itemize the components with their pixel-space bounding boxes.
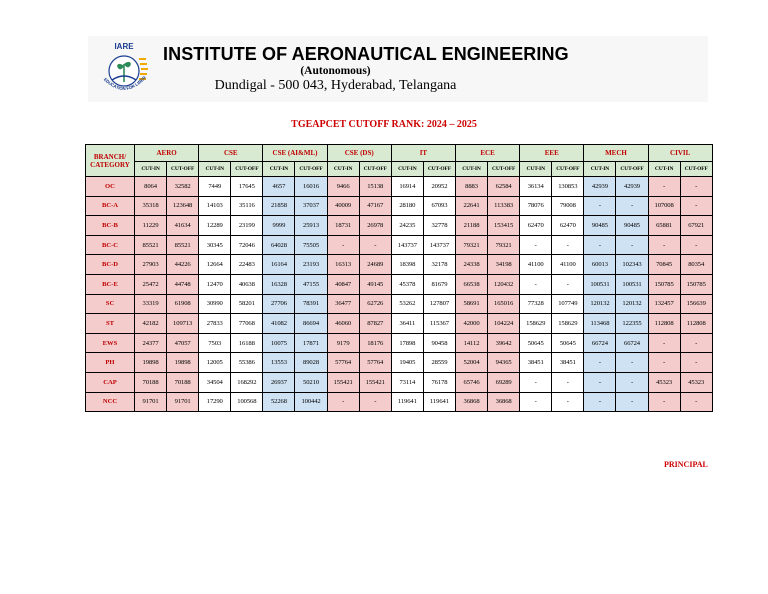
cut-in-cell: 16914 — [391, 177, 423, 197]
cut-in-cell: - — [584, 392, 616, 412]
cut-in-cell: 132457 — [648, 294, 680, 314]
cut-in-cell: 17898 — [391, 333, 423, 353]
cut-in-header: CUT-IN — [455, 162, 487, 177]
cut-in-cell: 7503 — [199, 333, 231, 353]
cut-in-cell: 52004 — [455, 353, 487, 373]
cut-off-cell: 123648 — [167, 196, 199, 216]
cut-in-cell: 12289 — [199, 216, 231, 236]
category-label: NCC — [86, 392, 135, 412]
cut-off-header: CUT-OFF — [488, 162, 520, 177]
cut-off-cell: - — [552, 372, 584, 392]
cut-in-cell: 41082 — [263, 314, 295, 334]
cut-off-cell: 37037 — [295, 196, 327, 216]
cut-off-cell: 122355 — [616, 314, 648, 334]
cut-in-cell: 50645 — [520, 333, 552, 353]
cut-in-cell: 16328 — [263, 274, 295, 294]
cut-in-cell: 155421 — [327, 372, 359, 392]
table-body — [86, 177, 713, 412]
cut-off-cell: 119641 — [423, 392, 455, 412]
cut-off-cell: 102343 — [616, 255, 648, 275]
cut-in-cell: 77328 — [520, 294, 552, 314]
cut-in-cell: 25472 — [135, 274, 167, 294]
branch-header: AERO — [135, 145, 199, 162]
cut-off-cell: 100442 — [295, 392, 327, 412]
cut-off-cell: 25913 — [295, 216, 327, 236]
cut-off-cell: 120132 — [616, 294, 648, 314]
cut-off-cell: 17871 — [295, 333, 327, 353]
cut-in-cell: 150785 — [648, 274, 680, 294]
cut-in-cell: - — [648, 235, 680, 255]
cut-in-cell: 57764 — [327, 353, 359, 373]
cut-in-cell: 38451 — [520, 353, 552, 373]
cut-off-cell: - — [680, 196, 712, 216]
cut-off-cell: - — [680, 235, 712, 255]
cut-in-cell: 13553 — [263, 353, 295, 373]
cut-in-cell: - — [584, 235, 616, 255]
cut-off-cell: - — [616, 392, 648, 412]
cut-off-cell: - — [616, 353, 648, 373]
cut-off-cell: 67921 — [680, 216, 712, 236]
cut-in-cell: 33319 — [135, 294, 167, 314]
cut-in-cell: 40847 — [327, 274, 359, 294]
cut-off-header: CUT-OFF — [167, 162, 199, 177]
cut-in-cell: 66538 — [455, 274, 487, 294]
cut-in-cell: 119641 — [391, 392, 423, 412]
cut-off-cell: 127807 — [423, 294, 455, 314]
cut-off-cell: 57764 — [359, 353, 391, 373]
cut-off-cell: 39642 — [488, 333, 520, 353]
cut-in-cell: 85521 — [135, 235, 167, 255]
cut-off-cell: 32582 — [167, 177, 199, 197]
document-title: TGEAPCET CUTOFF RANK: 2024 – 2025 — [291, 119, 477, 130]
branch-header: CSE — [199, 145, 263, 162]
cut-off-cell: 24689 — [359, 255, 391, 275]
cut-off-cell: 155421 — [359, 372, 391, 392]
cut-in-cell: 36477 — [327, 294, 359, 314]
cut-in-cell: 66724 — [584, 333, 616, 353]
cut-in-cell: 158629 — [520, 314, 552, 334]
table-row — [86, 353, 713, 373]
cut-off-cell: 42939 — [616, 177, 648, 197]
cut-in-cell: 73114 — [391, 372, 423, 392]
cut-in-cell: 52268 — [263, 392, 295, 412]
cut-in-cell: - — [520, 235, 552, 255]
cut-off-cell: - — [359, 392, 391, 412]
subheader-row — [86, 162, 713, 177]
cut-off-cell: 115367 — [423, 314, 455, 334]
cut-in-header: CUT-IN — [391, 162, 423, 177]
cut-in-cell: 30990 — [199, 294, 231, 314]
cut-in-cell: 45323 — [648, 372, 680, 392]
table-row — [86, 196, 713, 216]
cut-in-cell: - — [648, 177, 680, 197]
cut-off-cell: 34198 — [488, 255, 520, 275]
cut-off-cell: 45323 — [680, 372, 712, 392]
cut-off-cell: 61908 — [167, 294, 199, 314]
cut-in-cell: - — [520, 274, 552, 294]
cut-off-cell: - — [359, 235, 391, 255]
cut-off-cell: 100568 — [231, 392, 263, 412]
cut-in-cell: 36411 — [391, 314, 423, 334]
cut-in-cell: 120132 — [584, 294, 616, 314]
cut-off-cell: 120432 — [488, 274, 520, 294]
table-row — [86, 294, 713, 314]
cut-in-header: CUT-IN — [135, 162, 167, 177]
cut-off-cell: 50645 — [552, 333, 584, 353]
cut-in-cell: 19898 — [135, 353, 167, 373]
cut-in-cell: 8064 — [135, 177, 167, 197]
iare-logo — [94, 40, 154, 100]
cut-off-cell: 62726 — [359, 294, 391, 314]
cut-in-cell: - — [584, 372, 616, 392]
cut-off-cell: 113383 — [488, 196, 520, 216]
cut-off-cell: 62470 — [552, 216, 584, 236]
cut-off-cell: 23199 — [231, 216, 263, 236]
cut-in-cell: 9466 — [327, 177, 359, 197]
cut-off-cell: 85521 — [167, 235, 199, 255]
cut-in-cell: 16313 — [327, 255, 359, 275]
cut-in-cell: 62470 — [520, 216, 552, 236]
cut-off-cell: 91701 — [167, 392, 199, 412]
cut-in-cell: 100531 — [584, 274, 616, 294]
cut-in-cell: 14112 — [455, 333, 487, 353]
cut-in-cell: - — [327, 392, 359, 412]
cut-in-cell: - — [520, 372, 552, 392]
cut-in-cell: 46060 — [327, 314, 359, 334]
cut-off-cell: 41100 — [552, 255, 584, 275]
cut-off-cell: 78391 — [295, 294, 327, 314]
cut-off-cell: 18176 — [359, 333, 391, 353]
cut-off-cell: 66724 — [616, 333, 648, 353]
cut-in-cell: 14103 — [199, 196, 231, 216]
cut-in-cell: 112808 — [648, 314, 680, 334]
cut-in-cell: 12664 — [199, 255, 231, 275]
table-row — [86, 177, 713, 197]
cut-off-cell: - — [616, 235, 648, 255]
branch-header: MECH — [584, 145, 648, 162]
cut-off-cell: 28559 — [423, 353, 455, 373]
cut-off-cell: 107749 — [552, 294, 584, 314]
cut-off-cell: 47155 — [295, 274, 327, 294]
cut-off-cell: 22483 — [231, 255, 263, 275]
cut-off-cell: 41634 — [167, 216, 199, 236]
cut-in-cell: - — [584, 196, 616, 216]
cut-in-cell: 70188 — [135, 372, 167, 392]
cut-in-header: CUT-IN — [199, 162, 231, 177]
cut-in-cell: 35318 — [135, 196, 167, 216]
cut-off-cell: 100531 — [616, 274, 648, 294]
cut-off-header: CUT-OFF — [423, 162, 455, 177]
cut-in-cell: 65746 — [455, 372, 487, 392]
cut-off-cell: 90458 — [423, 333, 455, 353]
cut-off-cell: 89028 — [295, 353, 327, 373]
cut-in-cell: 18731 — [327, 216, 359, 236]
cut-in-cell: 34504 — [199, 372, 231, 392]
table-row — [86, 274, 713, 294]
cut-off-cell: 79321 — [488, 235, 520, 255]
cut-in-header: CUT-IN — [648, 162, 680, 177]
cut-off-header: CUT-OFF — [680, 162, 712, 177]
cut-off-cell: - — [680, 353, 712, 373]
cut-off-cell: 109713 — [167, 314, 199, 334]
table-row — [86, 372, 713, 392]
branch-header: EEE — [520, 145, 584, 162]
cut-in-cell: 90485 — [584, 216, 616, 236]
cut-off-cell: 156639 — [680, 294, 712, 314]
cut-in-header: CUT-IN — [584, 162, 616, 177]
cut-off-cell: 19898 — [167, 353, 199, 373]
cut-off-cell: 47167 — [359, 196, 391, 216]
cut-in-cell: 42182 — [135, 314, 167, 334]
cut-in-cell: 22641 — [455, 196, 487, 216]
category-label: BC-E — [86, 274, 135, 294]
cut-in-cell: 36134 — [520, 177, 552, 197]
cut-in-cell: 107008 — [648, 196, 680, 216]
cut-off-cell: 38451 — [552, 353, 584, 373]
cut-in-cell: 21188 — [455, 216, 487, 236]
cut-off-cell: 143737 — [423, 235, 455, 255]
cut-in-cell: - — [520, 392, 552, 412]
cut-in-cell: 78076 — [520, 196, 552, 216]
cut-in-cell: 53262 — [391, 294, 423, 314]
cut-in-cell: 28180 — [391, 196, 423, 216]
branch-category-header: BRANCH/ CATEGORY — [86, 145, 135, 177]
cut-off-cell: 55386 — [231, 353, 263, 373]
cut-off-cell: 75505 — [295, 235, 327, 255]
cut-off-cell: 80354 — [680, 255, 712, 275]
cut-off-cell: 153415 — [488, 216, 520, 236]
cut-in-cell: 27706 — [263, 294, 295, 314]
cut-in-cell: 42000 — [455, 314, 487, 334]
cut-off-cell: 112808 — [680, 314, 712, 334]
cut-in-cell: 4657 — [263, 177, 295, 197]
cut-off-header: CUT-OFF — [231, 162, 263, 177]
cut-off-cell: 36868 — [488, 392, 520, 412]
branch-header: CSE (DS) — [327, 145, 391, 162]
cut-off-cell: 104224 — [488, 314, 520, 334]
cut-in-cell: 12470 — [199, 274, 231, 294]
category-label: BC-A — [86, 196, 135, 216]
cut-in-cell: 70845 — [648, 255, 680, 275]
category-label: CAP — [86, 372, 135, 392]
cut-off-cell: 72046 — [231, 235, 263, 255]
cut-in-cell: - — [648, 333, 680, 353]
branch-header-row — [86, 145, 713, 162]
cut-in-cell: 24377 — [135, 333, 167, 353]
cut-in-cell: 11229 — [135, 216, 167, 236]
cut-in-header: CUT-IN — [520, 162, 552, 177]
cut-in-cell: 10075 — [263, 333, 295, 353]
cut-off-cell: 15138 — [359, 177, 391, 197]
cut-in-cell: 30345 — [199, 235, 231, 255]
cut-in-cell: - — [584, 353, 616, 373]
table-row — [86, 235, 713, 255]
table-row — [86, 392, 713, 412]
cut-in-cell: 58691 — [455, 294, 487, 314]
principal-signature: PRINCIPAL — [664, 460, 708, 469]
cut-in-cell: 143737 — [391, 235, 423, 255]
category-label: EWS — [86, 333, 135, 353]
cut-off-cell: 32178 — [423, 255, 455, 275]
cut-off-cell: 40638 — [231, 274, 263, 294]
cut-in-cell: - — [648, 353, 680, 373]
cut-off-cell: 35116 — [231, 196, 263, 216]
logo-text: IARE — [114, 42, 134, 51]
cut-in-cell: 91701 — [135, 392, 167, 412]
cut-in-cell: 27833 — [199, 314, 231, 334]
cut-in-cell: 36868 — [455, 392, 487, 412]
branch-header: ECE — [455, 145, 519, 162]
cut-in-header: CUT-IN — [263, 162, 295, 177]
cut-off-cell: 87827 — [359, 314, 391, 334]
cut-off-cell: 62584 — [488, 177, 520, 197]
institute-subtitle: (Autonomous) — [300, 65, 371, 77]
cut-off-cell: 165016 — [488, 294, 520, 314]
cut-off-cell: - — [616, 196, 648, 216]
cut-off-header: CUT-OFF — [295, 162, 327, 177]
cut-in-cell: 17290 — [199, 392, 231, 412]
branch-header: IT — [391, 145, 455, 162]
cut-off-cell: 23193 — [295, 255, 327, 275]
institute-address: Dundigal - 500 043, Hyderabad, Telangana — [214, 78, 457, 93]
table-row — [86, 314, 713, 334]
cut-in-cell: 9999 — [263, 216, 295, 236]
cut-off-cell: - — [680, 333, 712, 353]
cut-in-cell: - — [327, 235, 359, 255]
branch-header: CIVIL — [648, 145, 712, 162]
cut-off-cell: 26978 — [359, 216, 391, 236]
category-label: PH — [86, 353, 135, 373]
category-label: ST — [86, 314, 135, 334]
table-row — [86, 255, 713, 275]
cut-off-cell: 17645 — [231, 177, 263, 197]
category-label: OC — [86, 177, 135, 197]
cut-off-cell: 158629 — [552, 314, 584, 334]
cut-off-cell: - — [680, 392, 712, 412]
cut-in-cell: 42939 — [584, 177, 616, 197]
cut-in-cell: 8883 — [455, 177, 487, 197]
category-label: BC-C — [86, 235, 135, 255]
cut-off-cell: 94365 — [488, 353, 520, 373]
cut-off-cell: 130853 — [552, 177, 584, 197]
cut-off-cell: 16188 — [231, 333, 263, 353]
category-label: BC-B — [86, 216, 135, 236]
category-label: BC-D — [86, 255, 135, 275]
cut-off-cell: 79008 — [552, 196, 584, 216]
cut-off-cell: 67093 — [423, 196, 455, 216]
cut-off-header: CUT-OFF — [616, 162, 648, 177]
cutoff-rank-table — [85, 144, 713, 412]
cut-off-cell: 49145 — [359, 274, 391, 294]
cut-in-cell: 7449 — [199, 177, 231, 197]
cut-off-cell: - — [552, 274, 584, 294]
category-label: SC — [86, 294, 135, 314]
cut-in-cell: 19405 — [391, 353, 423, 373]
table-row — [86, 216, 713, 236]
cut-in-cell: 24235 — [391, 216, 423, 236]
cut-in-cell: 12005 — [199, 353, 231, 373]
cut-off-cell: 90485 — [616, 216, 648, 236]
cut-off-cell: 81679 — [423, 274, 455, 294]
cut-in-cell: 16164 — [263, 255, 295, 275]
cut-in-cell: 113468 — [584, 314, 616, 334]
cut-off-cell: 77068 — [231, 314, 263, 334]
cut-in-cell: 27903 — [135, 255, 167, 275]
cut-in-cell: - — [648, 392, 680, 412]
cut-off-cell: 86694 — [295, 314, 327, 334]
cut-off-cell: - — [552, 392, 584, 412]
cut-in-cell: 79321 — [455, 235, 487, 255]
cut-off-cell: 58201 — [231, 294, 263, 314]
cut-off-cell: 44748 — [167, 274, 199, 294]
cut-off-cell: 50210 — [295, 372, 327, 392]
cut-off-cell: 76178 — [423, 372, 455, 392]
cut-off-cell: 70188 — [167, 372, 199, 392]
cut-in-cell: 64028 — [263, 235, 295, 255]
cut-off-header: CUT-OFF — [552, 162, 584, 177]
cut-in-cell: 21858 — [263, 196, 295, 216]
cut-off-cell: - — [616, 372, 648, 392]
cut-in-cell: 26937 — [263, 372, 295, 392]
table-row — [86, 333, 713, 353]
branch-header: CSE (AI&ML) — [263, 145, 327, 162]
cut-off-cell: 150785 — [680, 274, 712, 294]
cut-in-cell: 60013 — [584, 255, 616, 275]
cut-off-cell: 16016 — [295, 177, 327, 197]
cut-off-cell: 44226 — [167, 255, 199, 275]
cut-in-cell: 9179 — [327, 333, 359, 353]
cut-in-cell: 40009 — [327, 196, 359, 216]
logo-motto: EDUCATION FOR LIBER — [102, 75, 147, 92]
cut-off-header: CUT-OFF — [359, 162, 391, 177]
cut-in-cell: 65881 — [648, 216, 680, 236]
cut-off-cell: - — [680, 177, 712, 197]
cut-off-cell: 32778 — [423, 216, 455, 236]
institute-name: INSTITUTE OF AERONAUTICAL ENGINEERING — [163, 44, 569, 64]
cut-off-cell: 69289 — [488, 372, 520, 392]
cut-off-cell: 47057 — [167, 333, 199, 353]
cut-in-cell: 45378 — [391, 274, 423, 294]
cut-in-header: CUT-IN — [327, 162, 359, 177]
cut-in-cell: 24338 — [455, 255, 487, 275]
cut-in-cell: 41100 — [520, 255, 552, 275]
cut-in-cell: 18398 — [391, 255, 423, 275]
cut-off-cell: 20952 — [423, 177, 455, 197]
cut-off-cell: - — [552, 235, 584, 255]
cut-off-cell: 168292 — [231, 372, 263, 392]
